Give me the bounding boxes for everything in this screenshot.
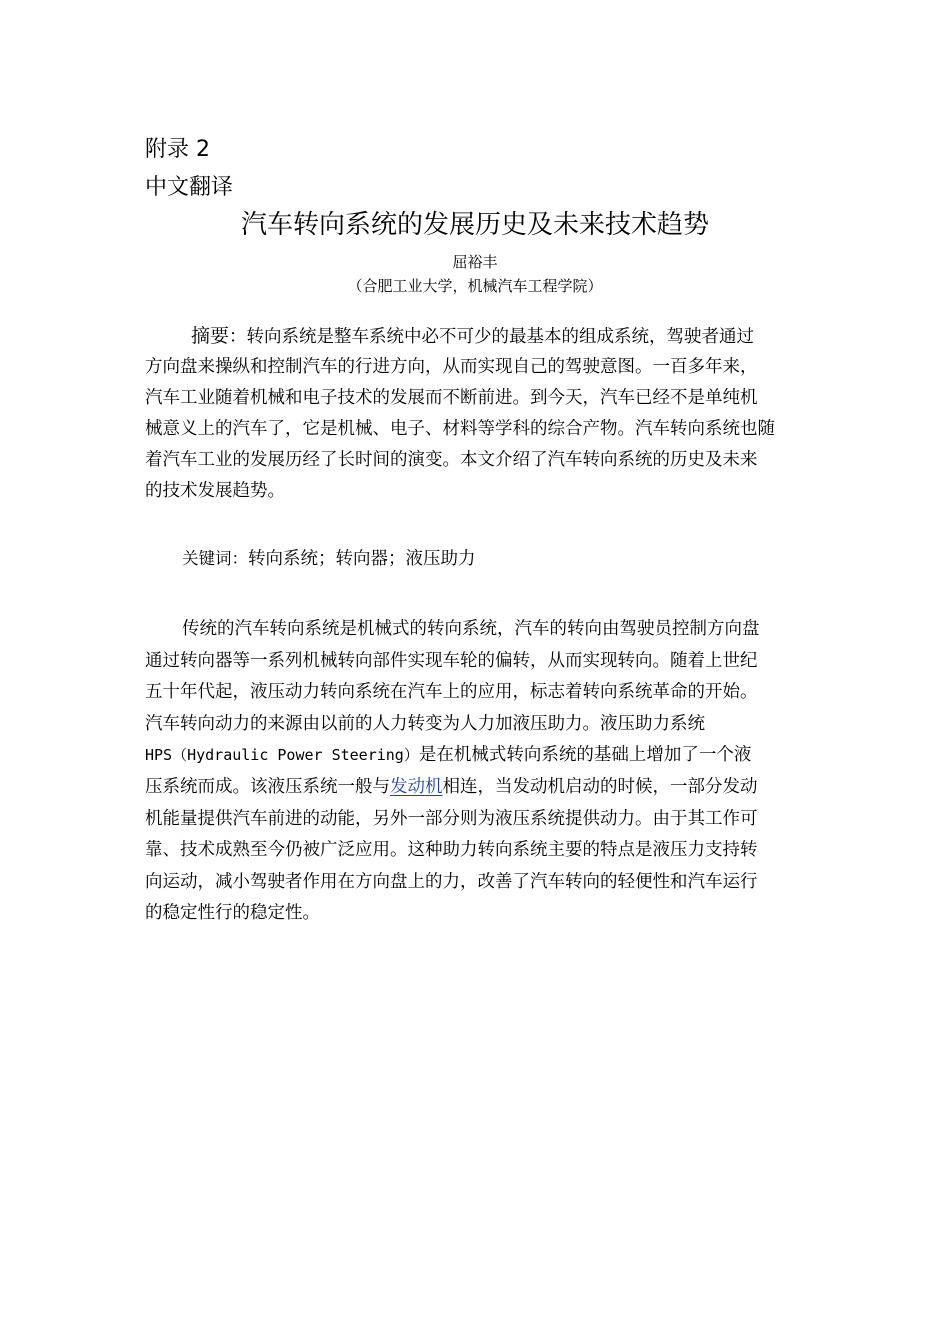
- document-title: 汽车转向系统的发展历史及未来技术趋势: [240, 210, 709, 240]
- abstract-line: [145, 321, 807, 352]
- body-line: 向运动，减小驾驶者作用在方向盘上的力，改善了汽车转向的轻便性和汽车运行: [145, 871, 758, 892]
- abstract-line: 方向盘来操纵和控制汽车的行进方向，从而实现自己的驾驶意图。一百多年来，: [145, 357, 758, 377]
- translation-heading: 中文翻译: [145, 175, 234, 200]
- body-text: 传统的汽车转向系统是机械式的转向系统，汽车的转向由驾驶员控制方向盘: [182, 619, 760, 639]
- document-author: 屈裕丰: [452, 253, 498, 271]
- abstract-separator: ：: [229, 327, 247, 347]
- document-affiliation: （合肥工业大学，机械汽车工程学院）: [347, 277, 603, 295]
- abstract-line: 着汽车工业的发展历经了长时间的演变。本文介绍了汽车转向系统的历史及未来: [145, 450, 758, 470]
- body-line: [145, 740, 807, 772]
- keywords-label: 关键词：: [182, 549, 248, 568]
- abstract-text: 转向系统是整车系统中必不可少的最基本的组成系统，驾驶者通过: [246, 327, 755, 347]
- body-line: 靠、技术成熟至今仍被广泛应用。这种助力转向系统主要的特点是液压力支持转: [145, 840, 758, 861]
- body-line: 的稳定性行的稳定性。: [145, 903, 320, 924]
- keywords-line: [182, 543, 476, 575]
- abstract-paragraph: [145, 321, 807, 507]
- body-line: [145, 772, 807, 804]
- body-line: 机能量提供汽车前进的动能，另外一部分则为液压系统提供动力。由于其工作可: [145, 808, 758, 829]
- body-text: 压系统而成。该液压系统一般与: [145, 776, 390, 797]
- body-line: [145, 614, 807, 646]
- body-line: 汽车转向动力的来源由以前的人力转变为人力加液压助力。液压助力系统: [145, 713, 705, 734]
- abstract-line: 汽车工业随着机械和电子技术的发展而不断前进。到今天，汽车已经不是单纯机: [145, 388, 758, 408]
- body-text: 相连，当发动机启动的时候，一部分发动: [442, 776, 758, 797]
- abstract-line: 械意义上的汽车了，它是机械、电子、材料等学科的综合产物。汽车转向系统也随: [145, 419, 775, 439]
- abstract-line: 的技术发展趋势。: [145, 481, 285, 501]
- engine-link[interactable]: 发动机: [390, 776, 443, 797]
- hps-abbreviation: HPS（Hydraulic Power Steering）: [145, 746, 419, 765]
- body-line: 五十年代起，液压动力转向系统在汽车上的应用，标志着转向系统革命的开始。: [145, 682, 758, 703]
- abstract-label: 摘要: [191, 325, 230, 347]
- body-paragraph: [145, 614, 807, 930]
- appendix-heading: 附录 2: [145, 137, 210, 162]
- keywords-text: 转向系统；转向器；液压助力: [248, 549, 476, 569]
- body-text: 是在机械式转向系统的基础上增加了一个液: [418, 745, 752, 766]
- body-line: 通过转向器等一系列机械转向部件实现车轮的偏转，从而实现转向。随着上世纪: [145, 650, 758, 671]
